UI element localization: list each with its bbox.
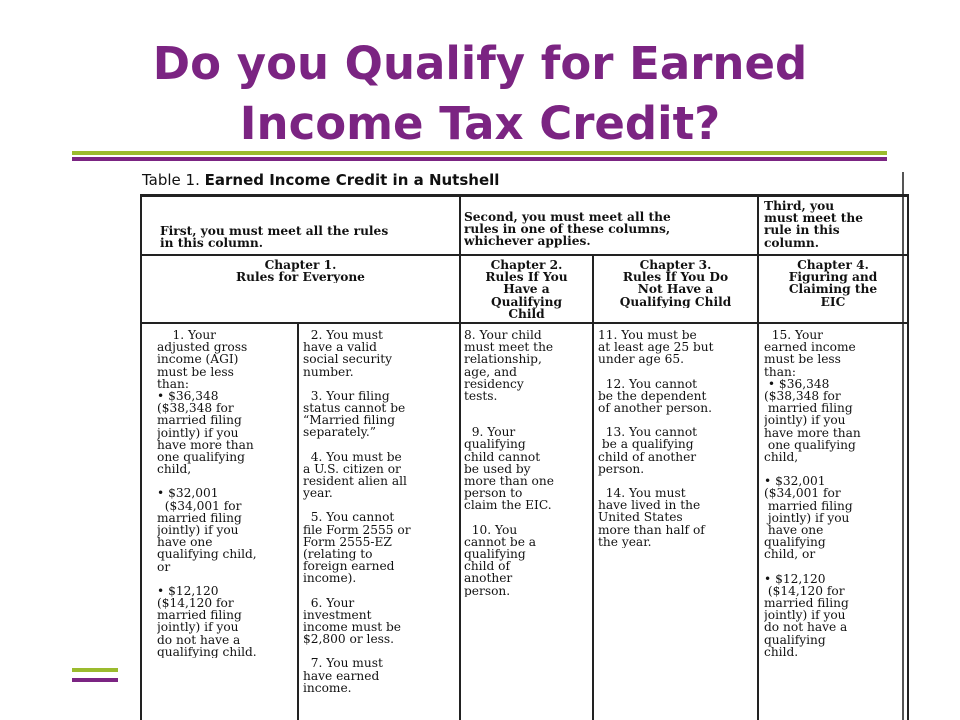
table-col-divider-3 [592, 254, 594, 720]
title-underline-purple [72, 157, 887, 161]
intro-text-col1: First, you must meet all the rules in this column. [160, 225, 389, 250]
chapter-1-text: Chapter 1. Rules for Everyone [236, 259, 365, 284]
table-border-right [907, 194, 909, 720]
rule-3-filing-status: 3. Your filing status cannot be “Married filing separately.” [303, 388, 406, 440]
table-row-divider-1 [140, 254, 909, 256]
rule-2-ssn: 2. You must have a valid social security number. [303, 329, 393, 379]
rule-14-us-residency: 14. You must have lived in the United States more than half of the year. [598, 486, 705, 549]
table-caption-title: Earned Income Credit in a Nutshell [204, 171, 500, 189]
slide-title-line-2: Income Tax Credit? [239, 97, 721, 150]
table-intro-col2 [464, 211, 754, 248]
footer-accent-green [72, 668, 118, 672]
rule-1-one-child: • $32,001 ($34,001 for married filing jointly) if you have one qualifying child, or [157, 486, 257, 574]
rule-6-investment-income: 6. Your investment income must be $2,800 or less. [303, 595, 401, 647]
chapter-3-text: Chapter 3. Rules If You Do Not Have a Qualifying Child [619, 259, 732, 308]
table-intro-col1 [160, 225, 455, 249]
rule-4-citizen: 4. You must be a U.S. citizen or resident alien all year. [303, 449, 407, 501]
rules-column-3 [598, 329, 757, 548]
table-border-top [140, 194, 909, 197]
rules-column-4 [764, 329, 907, 658]
rule-13-qualifying-child: 13. You cannot be a qualifying child of another person. [598, 425, 698, 476]
table-caption [142, 171, 499, 189]
chapter-4-header [759, 259, 907, 308]
footer-accent-purple [72, 678, 118, 682]
slide-title-line-1: Do you Qualify for Earned [152, 37, 808, 90]
rule-5-form-2555: 5. You cannot file Form 2555 or Form 2555-EZ (relating to foreign earned income). [303, 510, 411, 586]
title-underline-green [72, 151, 887, 155]
rule-9-child-one-person: 9. Your qualifying child cannot be used by more than one person to claim the EIC. [464, 425, 554, 513]
rule-15-one-child: • $32,001 ($34,001 for married filing jointly) if you have one qualifying child, or [764, 474, 853, 562]
table-col-divider-1 [297, 323, 299, 720]
rule-7-earned-income: 7. You must have earned income. [303, 656, 383, 695]
chapter-2-text: Chapter 2. Rules If You Have a Qualifying Child [485, 259, 568, 321]
chapter-2-header [461, 259, 592, 320]
table-row-divider-2 [140, 322, 909, 324]
rule-12-dependent: 12. You cannot be the dependent of another person. [598, 376, 712, 416]
rule-10-not-qualifying-child: 10. You cannot be a qualifying child of another person. [464, 522, 537, 597]
chapter-3-header [594, 259, 757, 308]
rule-15-earned-income: 15. Your earned income must be less than: • $36,348 ($38,348 for married filing jointly) if you have more than one qualifying child, [764, 329, 861, 465]
rule-8-child-tests: 8. Your child must meet the relationship, age, and residency tests. [464, 329, 554, 404]
rules-column-1a [157, 329, 297, 658]
rules-column-2 [464, 329, 592, 597]
table-intro-col3 [764, 200, 904, 249]
rule-1-no-child: • $12,120 ($14,120 for married filing jointly) if you do not have a qualifying child. [157, 583, 257, 659]
chapter-4-text: Chapter 4. Figuring and Claiming the EIC [788, 259, 878, 308]
rule-11-age: 11. You must be at least age 25 but under age 65. [598, 329, 714, 367]
intro-text-col2: Second, you must meet all the rules in one of these columns, whichever applies. [464, 211, 671, 248]
rule-1-agi: 1. Your adjusted gross income (AGI) must be less than: • $36,348 ($38,348 for married filing jointly) if you have more than one qualifying child, [157, 329, 254, 477]
rules-column-1b [303, 329, 459, 694]
chapter-1-header [142, 259, 459, 283]
intro-text-col3: Third, you must meet the rule in this column. [764, 200, 864, 249]
table-caption-prefix: Table 1. [142, 171, 205, 189]
rule-15-no-child: • $12,120 ($14,120 for married filing jointly) if you do not have a qualifying child. [764, 571, 849, 659]
